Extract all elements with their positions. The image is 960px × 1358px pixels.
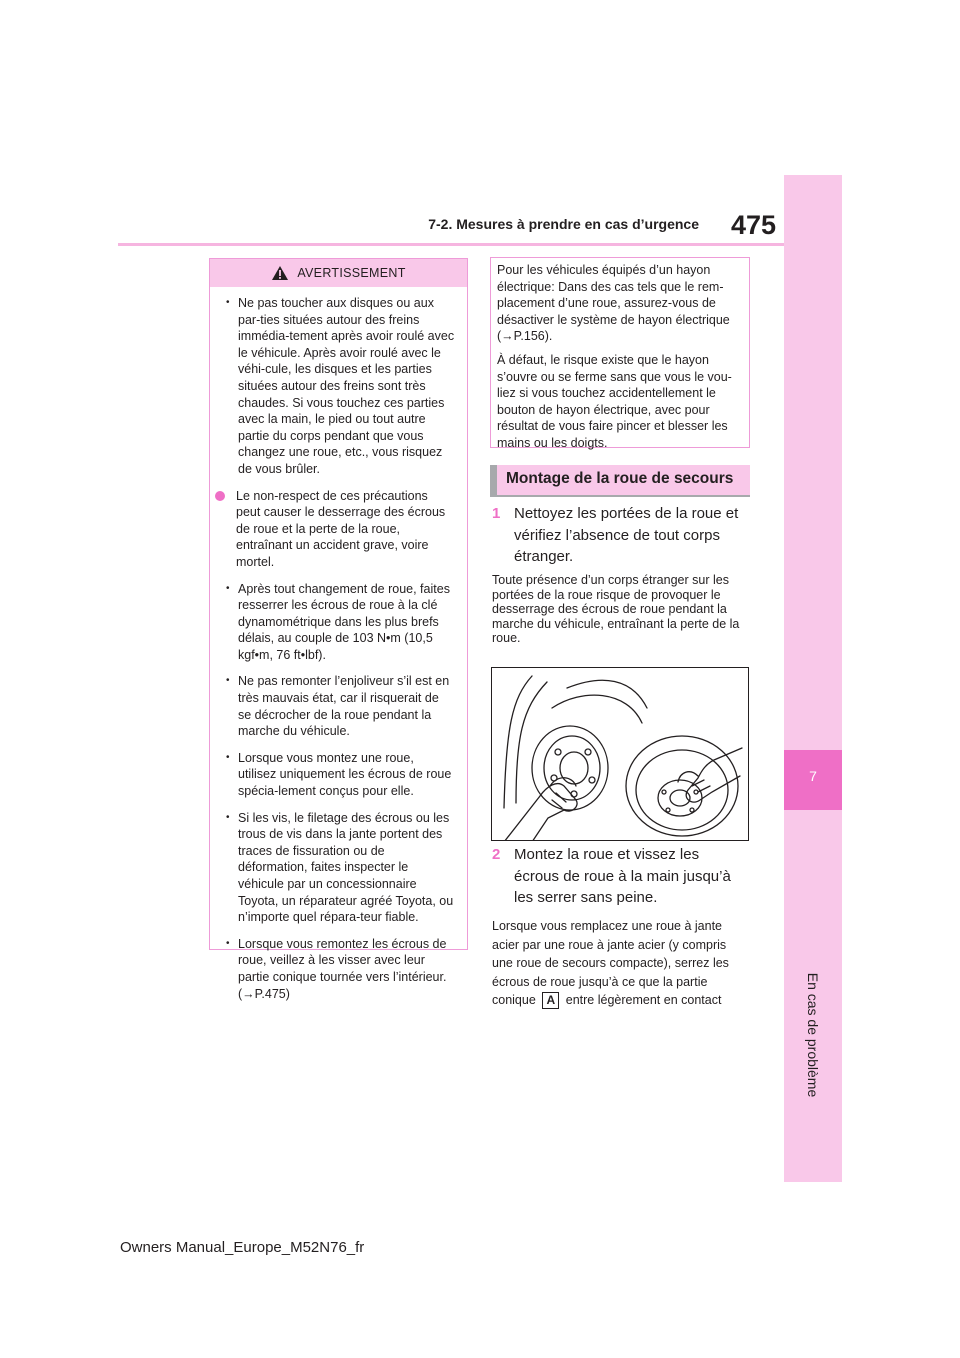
chapter-number: 7 xyxy=(809,768,817,784)
warning-item-text: Ne pas toucher aux disques ou aux par-ties situées autour des freins immédia-tement après avoir roulé avec le véhicule. Après avoir roulé avec le véhi-cule, les disques et les parties situées autour des freins sont très chaudes. Si vous touchez ces parties avec la main, le pied ou tout autre partie du corps pendant que vous changez une roue, etc., vous risquez de vous brûler. xyxy=(238,296,455,476)
warning-header xyxy=(210,259,467,287)
step-1-note: Toute présence d’un corps étranger sur les portées de la roue risque de provoquer le desserrage des écrous de roue pendant la marche du véhicule, entraînant la perte de la roue. xyxy=(492,573,740,646)
warning-item xyxy=(224,295,455,478)
bullet-mark: • xyxy=(226,297,230,308)
step-text: Nettoyez les portées de la roue et vérifiez l’absence de tout corps étranger. xyxy=(514,505,739,565)
warning-item xyxy=(224,936,455,1002)
warning-item-text: Le non-respect de ces précautions peut causer le desserrage des écrous de roue et la perte de la roue, entraînant un accident grave, voire mortel. xyxy=(236,488,446,569)
label-a-badge: A xyxy=(542,992,559,1009)
step-2-note-text: Lorsque vous remplacez une roue à jante acier par une roue à jante acier (y compris une roue de secours compacte), serrez les écrous de roue jusqu’à ce que la partie conique xyxy=(492,919,729,1007)
step-2-note xyxy=(492,917,750,1010)
bullet-mark: • xyxy=(226,582,230,594)
bullet-mark: • xyxy=(226,937,230,949)
pink-dot-icon xyxy=(215,491,225,501)
warning-item xyxy=(224,581,455,664)
warning-title: AVERTISSEMENT xyxy=(297,266,406,280)
warning-item xyxy=(224,810,455,926)
chapter-side-tab xyxy=(784,175,842,1182)
warning-item-text: Lorsque vous remontez les écrous de roue, veillez à les visser avec leur partie conique tournée vers l’intérieur. (→P.475) xyxy=(238,936,447,1001)
warning-item xyxy=(218,488,455,571)
step-number: 2 xyxy=(492,846,501,863)
note-paragraph: À défaut, le risque existe que le hayon s’ouvre ou se ferme sans que vous le vou-liez si vous touchez accidentellement le bouton de hayon électrique, avec pour résultat de vous faire pincer et blesser les mains ou les doigts. xyxy=(497,352,732,450)
warning-item-text: Lorsque vous montez une roue, utilisez uniquement les écrous de roue spécia-lement conçus pour elle. xyxy=(238,750,452,799)
section-heading-text: Montage de la roue de secours xyxy=(506,470,734,487)
wheel-cleaning-illustration xyxy=(491,667,749,841)
warning-item xyxy=(224,673,455,739)
header-divider xyxy=(118,243,784,246)
page-number: 475 xyxy=(730,210,776,240)
bullet-mark: • xyxy=(226,751,230,763)
note-paragraph: Pour les véhicules équipés d’un hayon électrique: Dans des cas tels que le rem-placement d’une roue, assurez-vous de désactiver le système de hayon électrique (→P.156). xyxy=(497,263,730,344)
warning-body xyxy=(210,287,467,1002)
warning-item-text: Après tout changement de roue, faites resserrer les écrous de roue à la clé dynamométrique dans les plus brefs délais, au couple de 103 N•m (10,5 kgf•m, 76 ft•lbf). xyxy=(238,581,450,662)
footer-document-id: Owners Manual_Europe_M52N76_fr xyxy=(120,1239,365,1256)
step-1 xyxy=(492,503,742,568)
warning-box xyxy=(209,258,468,1001)
section-title: 7-2. Mesures à prendre en cas d’urgence xyxy=(428,216,699,232)
power-tailgate-note-box xyxy=(490,257,750,448)
warning-item-text: Ne pas remonter l’enjoliveur s’il est en très mauvais état, car il risquerait de se décrocher de la roue pendant la marche du véhicule. xyxy=(238,674,450,739)
warning-item-text: Si les vis, le filetage des écrous ou les trous de vis dans la jante portent des traces de fissuration ou de déformation, faites inspecter le véhicule par un concessionnaire Toyota, un réparateur agréé Toyota, ou n’importe quel répara-teur fiable. xyxy=(238,810,454,925)
step-number: 1 xyxy=(492,505,501,522)
bullet-mark: • xyxy=(226,675,230,687)
step-2 xyxy=(492,844,742,909)
step-2-note-text-end: entre légèrement en contact xyxy=(565,993,722,1007)
section-heading xyxy=(490,465,750,497)
warning-item xyxy=(224,750,455,800)
chapter-label: En cas de problème xyxy=(805,972,821,1098)
step-text: Montez la roue et vissez les écrous de roue à la main jusqu’à les serrer sans peine. xyxy=(514,846,731,906)
bullet-mark: • xyxy=(226,811,230,823)
warning-triangle-icon xyxy=(271,265,289,281)
